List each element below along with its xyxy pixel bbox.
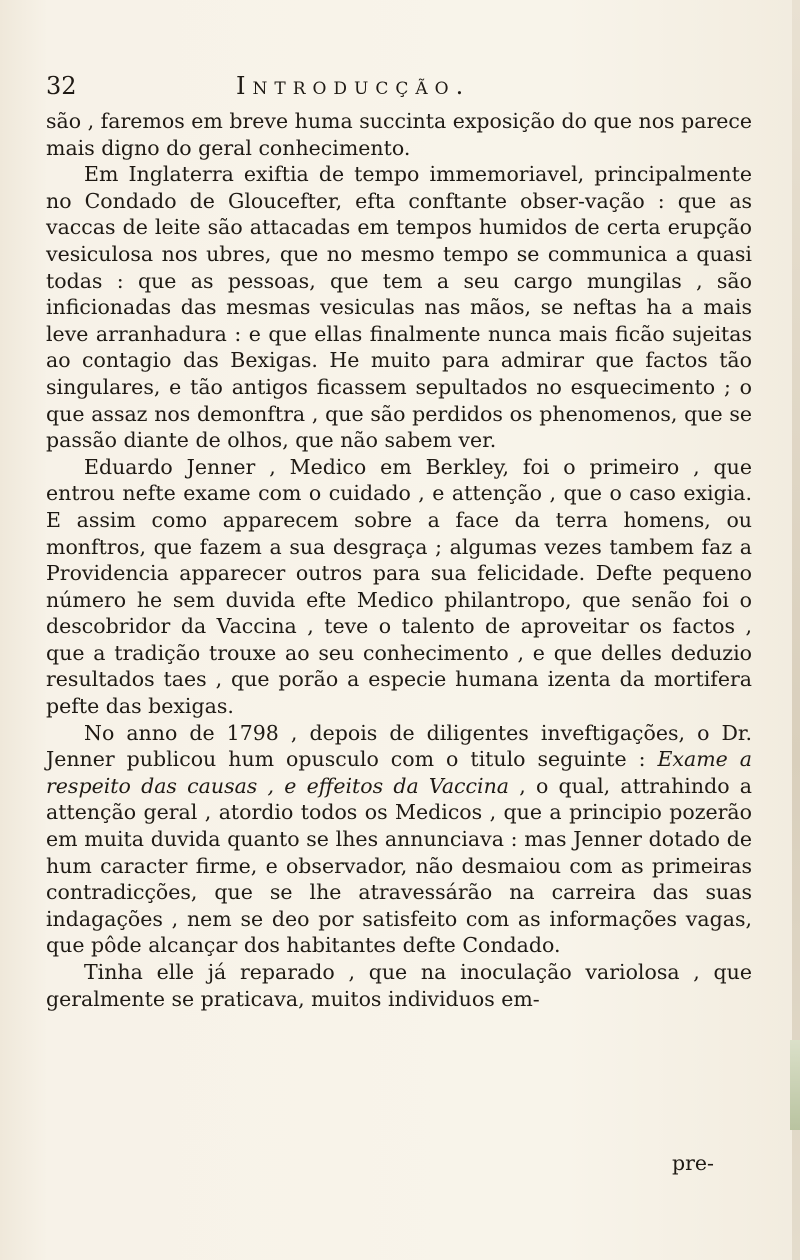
page-number: 32 [46, 72, 77, 100]
paragraph-4-start: No anno de 1798 , depois de diligentes inveftigações, o Dr. Jenner publicou hum opusculo com o titulo seguinte : [46, 720, 752, 772]
page-edge-stain [790, 1040, 800, 1130]
running-title: Introducção. [236, 72, 471, 100]
catchword: pre- [672, 1151, 714, 1175]
body-text [46, 108, 752, 1012]
paragraph-3: Eduardo Jenner , Medico em Berkley, foi o primeiro , que entrou nefte exame com o cuidado , e attenção , que o caso exigia. E assim como apparecem sobre a face da terra homens, ou monftros, que fazem a sua desgraça ; algumas vezes tambem faz a Providencia apparecer outros para sua felicidade. Defte pequeno número he sem duvida efte Medico philantropo, que senão foi o descobridor da Vaccina , teve o talento de aproveitar os factos , que a tradição trouxe ao seu conhecimento , e que delles deduzio resultados taes , que porão a especie humana izenta da mortifera pefte das bexigas. [46, 454, 752, 719]
paragraph-2: Em Inglaterra exiftia de tempo immemoriavel, principalmente no Condado de Gloucefter, efta conftante obser-vação : que as vaccas de leite são attacadas em tempos humidos de certa erupção vesiculosa nos ubres, que no mesmo tempo se communica a quasi todas : que as pessoas, que tem a seu cargo mungilas , são inficionadas das mesmas vesiculas nas mãos, se neftas ha a mais leve arranhadura : e que ellas finalmente nunca mais ficão sujeitas ao contagio das Bexigas. He muito para admirar que factos tão singulares, e tão antigos ficassem sepultados no esquecimento ; o que assaz nos demonftra , que são perdidos os phenomenos, que se passão diante de olhos, que não sabem ver. [46, 162, 752, 453]
paragraph-5: Tinha elle já reparado , que na inoculação variolosa , que geralmente se praticava, muitos individuos em- [46, 960, 752, 1011]
paragraph-1: são , faremos em breve huma succinta exposição do que nos parece mais digno do geral conhecimento. [46, 109, 752, 160]
book-title: Exame a respeito das causas , e effeitos da Vaccina [46, 747, 752, 798]
paragraph-4-end: , o qual, attrahindo a attenção geral , atordio todos os Medicos , que a principio pozerão em muita duvida quanto se lhes annunciava : mas Jenner dotado de hum caracter firme, e observador, não desmaiou com as primeiras contradicções, que se lhe atravessárão na carreira das suas indagações , nem se deo por satisfeito com as informações vagas, que pôde alcançar dos habitantes defte Condado. [46, 773, 752, 958]
paragraph-4 [46, 720, 752, 959]
page-header [46, 72, 746, 100]
